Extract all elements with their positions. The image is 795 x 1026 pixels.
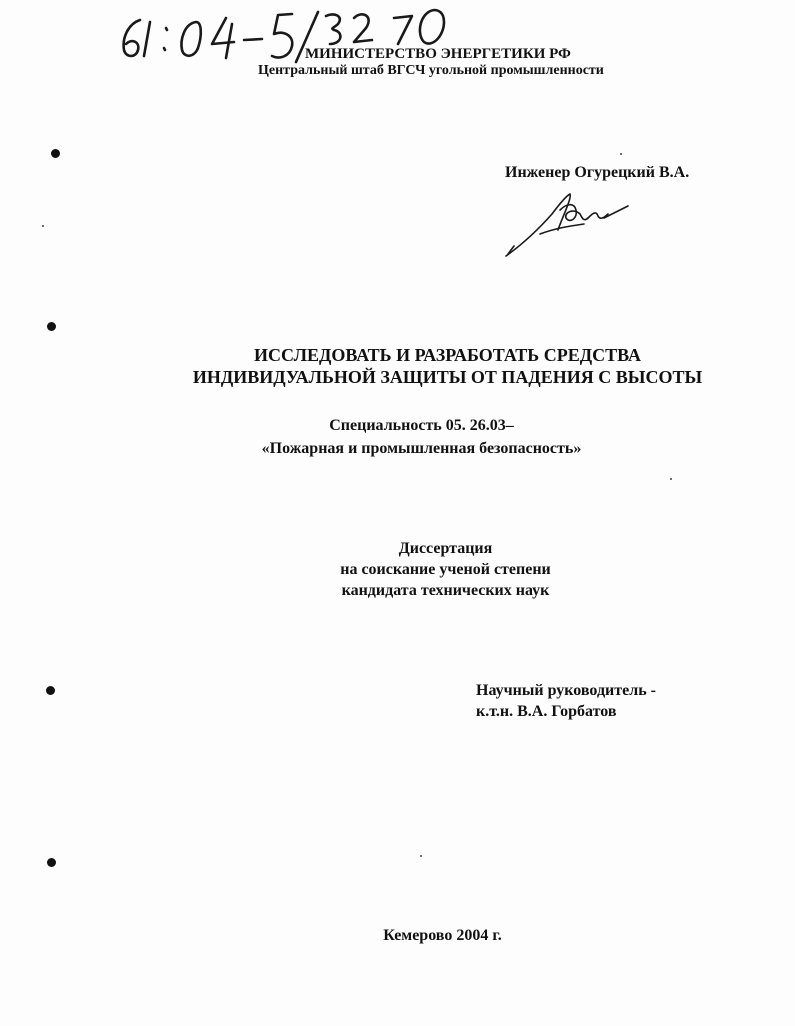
organization-name: Центральный штаб ВГСЧ угольной промышленности <box>258 63 604 78</box>
document-type: Диссертация <box>398 540 493 557</box>
specialty-code: Специальность 05. 26.03– <box>329 417 514 434</box>
dissertation-title-line-1: ИССЛЕДОВАТЬ И РАЗРАБОТАТЬ СРЕДСТВА <box>254 345 641 365</box>
author-signature <box>500 188 635 263</box>
punch-hole-mark <box>51 149 60 158</box>
scan-speck <box>670 478 672 480</box>
dissertation-title-line-2: ИНДИВИДУАЛЬНОЙ ЗАЩИТЫ ОТ ПАДЕНИЯ С ВЫСОТЫ <box>192 367 703 387</box>
author-name: Инженер Огурецкий В.А. <box>505 164 690 181</box>
punch-hole-mark <box>47 322 56 331</box>
supervisor-name: к.т.н. В.А. Горбатов <box>476 703 617 720</box>
punch-hole-mark <box>47 858 56 867</box>
scan-speck <box>420 855 422 857</box>
degree-purpose: на соискание ученой степени <box>340 561 551 578</box>
degree-name: кандидата технических наук <box>341 582 550 599</box>
city-and-year: Кемерово 2004 г. <box>383 927 502 944</box>
scan-speck <box>620 153 622 155</box>
specialty-name: «Пожарная и промышленная безопасность» <box>261 440 582 457</box>
supervisor-label: Научный руководитель - <box>476 682 656 699</box>
ministry-name: МИНИСТЕРСТВО ЭНЕРГЕТИКИ РФ <box>305 46 571 62</box>
punch-hole-mark <box>46 686 55 695</box>
scan-speck <box>42 225 44 227</box>
